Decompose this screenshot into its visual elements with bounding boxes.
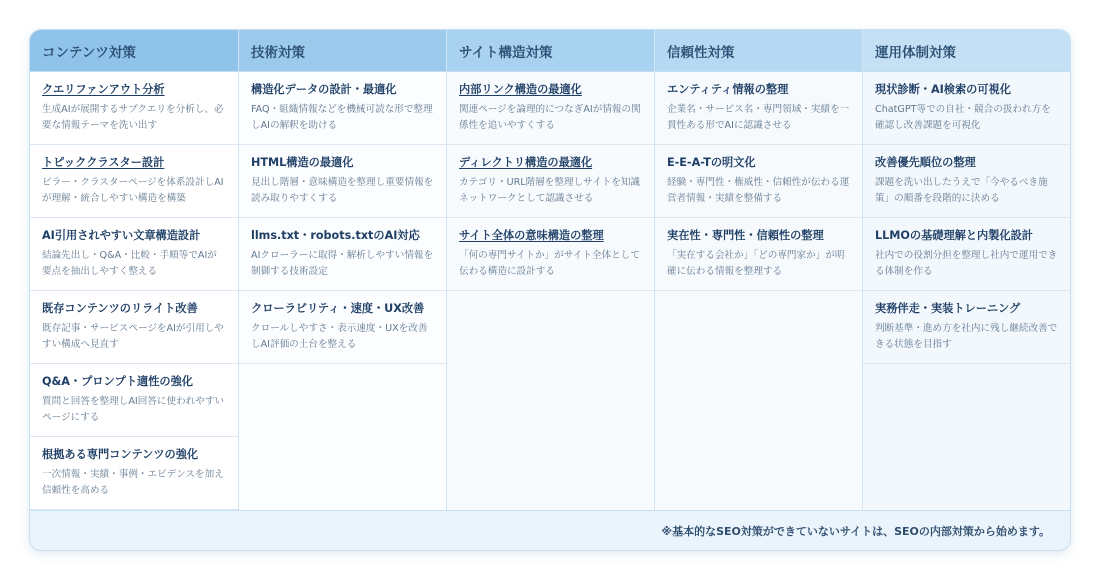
- measure-title: 実在性・専門性・信頼性の整理: [667, 229, 824, 242]
- measure-title: E-E-A-Tの明文化: [667, 156, 756, 169]
- measure-description: 質問と回答を整理しAI回答に使われやすいページにする: [42, 396, 225, 423]
- measure-cell: [30, 72, 238, 145]
- measure-title: 現状診断・AI検索の可視化: [875, 83, 1011, 96]
- column-header: サイト構造対策: [447, 30, 654, 72]
- measure-description: 生成AIが展開するサブクエリを分析し、必要な情報テーマを洗い出す: [42, 104, 224, 131]
- measure-title: HTML構造の最適化: [251, 156, 354, 169]
- measure-description: 課題を洗い出したうえで「今やるべき施策」の順番を段階的に決める: [875, 177, 1048, 204]
- measure-title: 実務伴走・実装トレーニング: [875, 302, 1021, 315]
- measure-cell: [447, 218, 654, 291]
- measure-description: ピラー・クラスターページを体系設計しAIが理解・統合しやすい構造を構築: [42, 177, 224, 204]
- measure-cell: [239, 291, 446, 364]
- measure-description: 社内での役割分担を整理し社内で運用できる体制を作る: [875, 250, 1058, 277]
- measure-description: 既存記事・サービスページをAIが引用しやすい構成へ見直す: [42, 323, 224, 350]
- measure-description: 見出し階層・意味構造を整理し重要情報を読み取りやすくする: [251, 177, 434, 204]
- measure-title-link[interactable]: トピッククラスター設計: [42, 156, 165, 169]
- measure-description: ChatGPT等での自社・競合の扱われ方を確認し改善課題を可視化: [875, 104, 1051, 131]
- measure-cell: [655, 72, 862, 145]
- measure-description: カテゴリ・URL階層を整理しサイトを知識ネットワークとして認識させる: [459, 177, 641, 204]
- measure-cell: [447, 72, 654, 145]
- measure-title-link[interactable]: ディレクトリ構造の最適化: [459, 156, 593, 169]
- measure-cell: [30, 145, 238, 218]
- measure-cell: [239, 145, 446, 218]
- measure-cell: [655, 218, 862, 291]
- column-technical: [239, 30, 447, 510]
- measure-title: 根拠ある専門コンテンツの強化: [42, 448, 199, 461]
- measure-description: FAQ・組織情報などを機械可読な形で整理しAIの解釈を助ける: [251, 104, 433, 131]
- column-content: [30, 30, 239, 510]
- measure-description: 判断基準・進め方を社内に残し継続改善できる状態を目指す: [875, 323, 1058, 350]
- measure-cell: [863, 145, 1071, 218]
- measure-title: 既存コンテンツのリライト改善: [42, 302, 198, 315]
- measure-description: 一次情報・実績・事例・エビデンスを加え信頼性を高める: [42, 469, 224, 496]
- measure-cell: [30, 291, 238, 364]
- column-header: 技術対策: [239, 30, 446, 72]
- measure-cell: [863, 291, 1071, 364]
- measure-description: AIクローラーに取得・解析しやすい情報を制御する技術設定: [251, 250, 434, 277]
- measure-cell: [30, 218, 238, 291]
- measure-title: LLMOの基礎理解と内製化設計: [875, 229, 1033, 242]
- measure-description: クロールしやすさ・表示速度・UXを改善しAI評価の土台を整える: [251, 323, 428, 350]
- column-operations: [863, 30, 1071, 510]
- measure-title: クローラビリティ・速度・UX改善: [251, 302, 425, 315]
- measure-cell: [30, 364, 238, 437]
- measure-cell: [30, 437, 238, 510]
- measure-title: llms.txt・robots.txtのAI対応: [251, 229, 420, 242]
- column-header: 運用体制対策: [863, 30, 1071, 72]
- measure-description: 企業名・サービス名・専門領域・実績を一貫性ある形でAIに認識させる: [667, 104, 850, 131]
- measure-title-link[interactable]: サイト全体の意味構造の整理: [459, 229, 604, 242]
- measure-cell: [655, 145, 862, 218]
- measure-description: 結論先出し・Q&A・比較・手順等でAIが要点を抽出しやすく整える: [42, 250, 217, 277]
- measure-title: AI引用されやすい文章構造設計: [42, 229, 201, 242]
- column-header: 信頼性対策: [655, 30, 862, 72]
- measures-table: [29, 29, 1071, 551]
- measure-description: 関連ページを論理的につなぎAIが情報の関係性を追いやすくする: [459, 104, 641, 131]
- measure-title: 改善優先順位の整理: [875, 156, 976, 169]
- measure-description: 「何の専門サイトか」がサイト全体として伝わる構造に設計する: [459, 250, 640, 277]
- measure-cell: [863, 72, 1071, 145]
- measure-cell: [863, 218, 1071, 291]
- column-header: コンテンツ対策: [30, 30, 238, 72]
- column-trust: [655, 30, 863, 510]
- measure-cell: [239, 218, 446, 291]
- measure-title-link[interactable]: クエリファンアウト分析: [42, 83, 165, 96]
- measure-description: 「実在する会社か」「どの専門家か」が明確に伝わる情報を整理する: [667, 250, 845, 277]
- measure-title-link[interactable]: 内部リンク構造の最適化: [459, 83, 582, 96]
- measure-description: 経験・専門性・権威性・信頼性が伝わる運営者情報・実績を整備する: [667, 177, 850, 204]
- measure-title: Q&A・プロンプト適性の強化: [42, 375, 193, 388]
- measure-title: 構造化データの設計・最適化: [251, 83, 397, 96]
- measures-grid: [30, 30, 1070, 510]
- column-site-structure: [447, 30, 655, 510]
- measure-cell: [447, 145, 654, 218]
- measure-title: エンティティ情報の整理: [667, 83, 789, 96]
- footer-note: ※基本的なSEO対策ができていないサイトは、SEOの内部対策から始めます。: [30, 510, 1070, 551]
- measure-cell: [239, 72, 446, 145]
